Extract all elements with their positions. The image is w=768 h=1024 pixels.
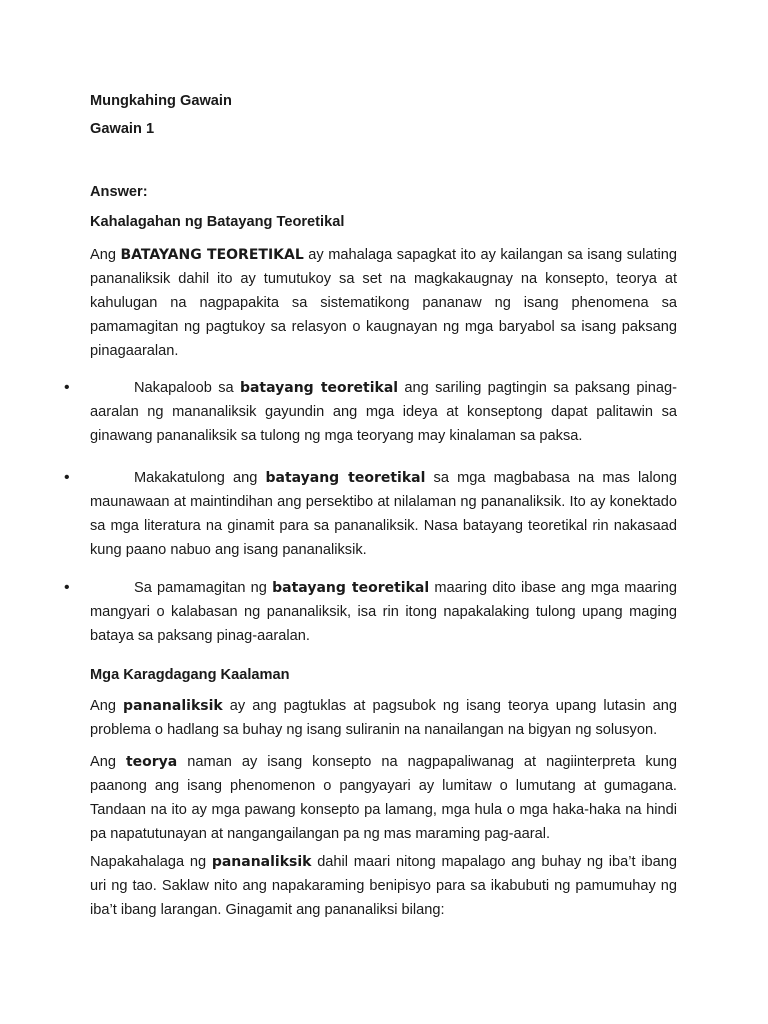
section-heading-karagdagan: Mga Karagdagang Kaalaman xyxy=(90,667,290,683)
paragraph-teorya: Ang teorya naman ay isang konsepto na nagpapaliwanag at nagiinterpreta kung paanong ang isang phenomenon o pangyayari ay lumitaw o lumutang at gumagana. Tandaan na ito ay mga pawang konsepto pa lamang, mga hula o mga haka-haka na hindi pa napatutunayan at nangangailangan pa ng mas maraming pag-aaral. xyxy=(90,754,677,842)
bold-term: batayang teoretikal xyxy=(272,580,430,596)
bold-term: batayang teoretikal xyxy=(265,470,426,486)
bullet-icon: • xyxy=(64,579,70,596)
paragraph-pananaliksik: Ang pananaliksik ay ang pagtuklas at pagsubok ng isang teorya upang lutasin ang problema o hadlang sa buhay ng isang suliranin na nanailangan na bigyan ng solusyon. xyxy=(90,698,677,738)
bold-term: pananaliksik xyxy=(211,854,312,870)
paragraph-kahalagahan-pananaliksik: Napakahalaga ng pananaliksik dahil maari nitong mapalago ang buhay ng iba’t ibang uri ng tao. Saklaw nito ang napakaraming benipisyo para sa ikabubuti ng pamumuhay ng iba’t ibang larangan. Ginagamit ang pananaliksi bilang: xyxy=(90,854,678,918)
document-subtitle: Gawain 1 xyxy=(90,121,155,137)
bullet-text: Sa pamamagitan ng batayang teoretikal maaring dito ibase ang mga maaring mangyari o kalabasan ng pananaliksik, isa rin itong napakalaking tulong upang maging bataya sa paksang pinag-aaralan. xyxy=(90,580,678,644)
bullet-icon: • xyxy=(64,379,70,396)
answer-label: Answer: xyxy=(90,184,148,200)
bullet-icon: • xyxy=(64,469,70,486)
bold-term: batayang teoretikal xyxy=(239,380,399,396)
bullet-text: Nakapaloob sa batayang teoretikal ang sariling pagtingin sa paksang pinag-aaralan ng mananaliksik gayundin ang mga ideya at konseptong dapat palitawin sa ginawang pananaliksik sa tulong ng mga teoryang may kinalaman sa paksa. xyxy=(90,380,677,444)
bold-term: teorya xyxy=(125,754,178,770)
document-title: Mungkahing Gawain xyxy=(90,93,232,109)
paragraph-batayang-teoretikal: Ang BATAYANG TEORETIKAL ay mahalaga sapagkat ito ay kailangan sa isang sulating pananaliksik dahil ito ay tumutukoy sa set na magkakaugnay na konsepto, teorya at kahulugan na nagpapakita sa sistematikong pananaw ng isang phenomena sa pamamagitan ng pagtukoy sa relasyon o kaugnayan ng mga baryabol sa isang paksang pinagaaralan. xyxy=(90,247,677,359)
section-heading-kahalagahan: Kahalagahan ng Batayang Teoretikal xyxy=(90,214,345,230)
bold-term: BATAYANG TEORETIKAL xyxy=(120,247,304,263)
bullet-text: Makakatulong ang batayang teoretikal sa mga magbabasa na mas lalong maunawaan at maintindihan ang persektibo at nilalaman ng pananaliksik. Ito ay konektado sa mga literatura na ginamit para sa pananaliksik. Nasa batayang teoretikal rin nakasaad kung paano nabuo ang isang pananaliksik. xyxy=(90,470,677,558)
bold-term: pananaliksik xyxy=(123,698,223,714)
